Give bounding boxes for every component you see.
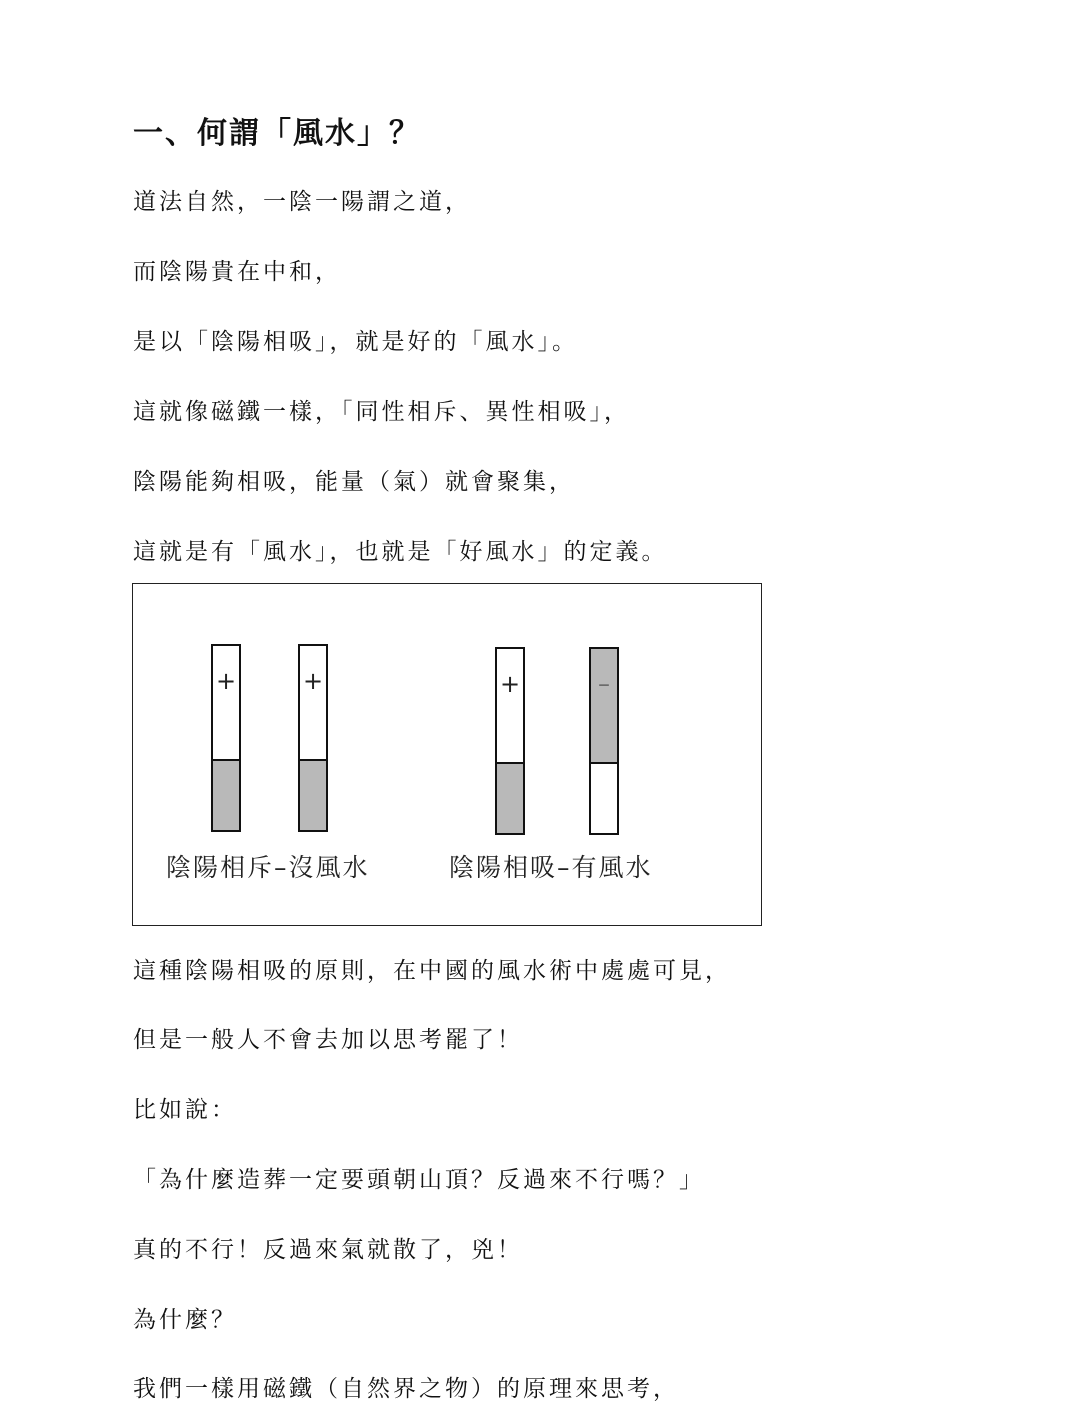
body-line: 而陰陽貴在中和， bbox=[133, 259, 341, 285]
magnet-right-2 bbox=[589, 647, 619, 835]
positive-pole: + bbox=[213, 646, 239, 761]
body-line: 為什麼？ bbox=[133, 1307, 237, 1333]
body-line: 真的不行！反過來氣就散了，兇！ bbox=[133, 1237, 523, 1263]
body-line: 「為什麼造葬一定要頭朝山頂？反過來不行嗎？」 bbox=[133, 1167, 705, 1193]
body-line: 比如說： bbox=[133, 1097, 237, 1123]
positive-pole: + bbox=[300, 646, 326, 761]
body-line: 但是一般人不會去加以思考罷了！ bbox=[133, 1027, 523, 1053]
magnet-right-1 bbox=[495, 647, 525, 835]
page-title: 一、何謂「風水」？ bbox=[133, 116, 421, 151]
negative-pole bbox=[497, 764, 523, 833]
body-line: 這就是有「風水」，也就是「好風水」的定義。 bbox=[133, 539, 668, 565]
caption-attract: 陰陽相吸–有風水 bbox=[449, 853, 653, 882]
negative-pole bbox=[213, 761, 239, 830]
positive-pole: + bbox=[497, 649, 523, 764]
positive-pole bbox=[591, 764, 617, 833]
body-line: 我們一樣用磁鐵（自然界之物）的原理來思考， bbox=[133, 1376, 679, 1402]
magnet-left-2 bbox=[298, 644, 328, 832]
caption-repel: 陰陽相斥–沒風水 bbox=[166, 853, 370, 882]
body-line: 陰陽能夠相吸，能量（氣）就會聚集， bbox=[133, 469, 575, 495]
body-line: 道法自然，一陰一陽謂之道， bbox=[133, 189, 471, 215]
magnet-diagram bbox=[132, 583, 762, 926]
magnet-left-1 bbox=[211, 644, 241, 832]
negative-pole: – bbox=[591, 649, 617, 764]
body-line: 是以「陰陽相吸」，就是好的「風水」。 bbox=[133, 329, 578, 355]
body-line: 這就像磁鐵一樣，「同性相斥、異性相吸」， bbox=[133, 399, 630, 425]
negative-pole bbox=[300, 761, 326, 830]
body-line: 這種陰陽相吸的原則，在中國的風水術中處處可見， bbox=[133, 958, 731, 984]
